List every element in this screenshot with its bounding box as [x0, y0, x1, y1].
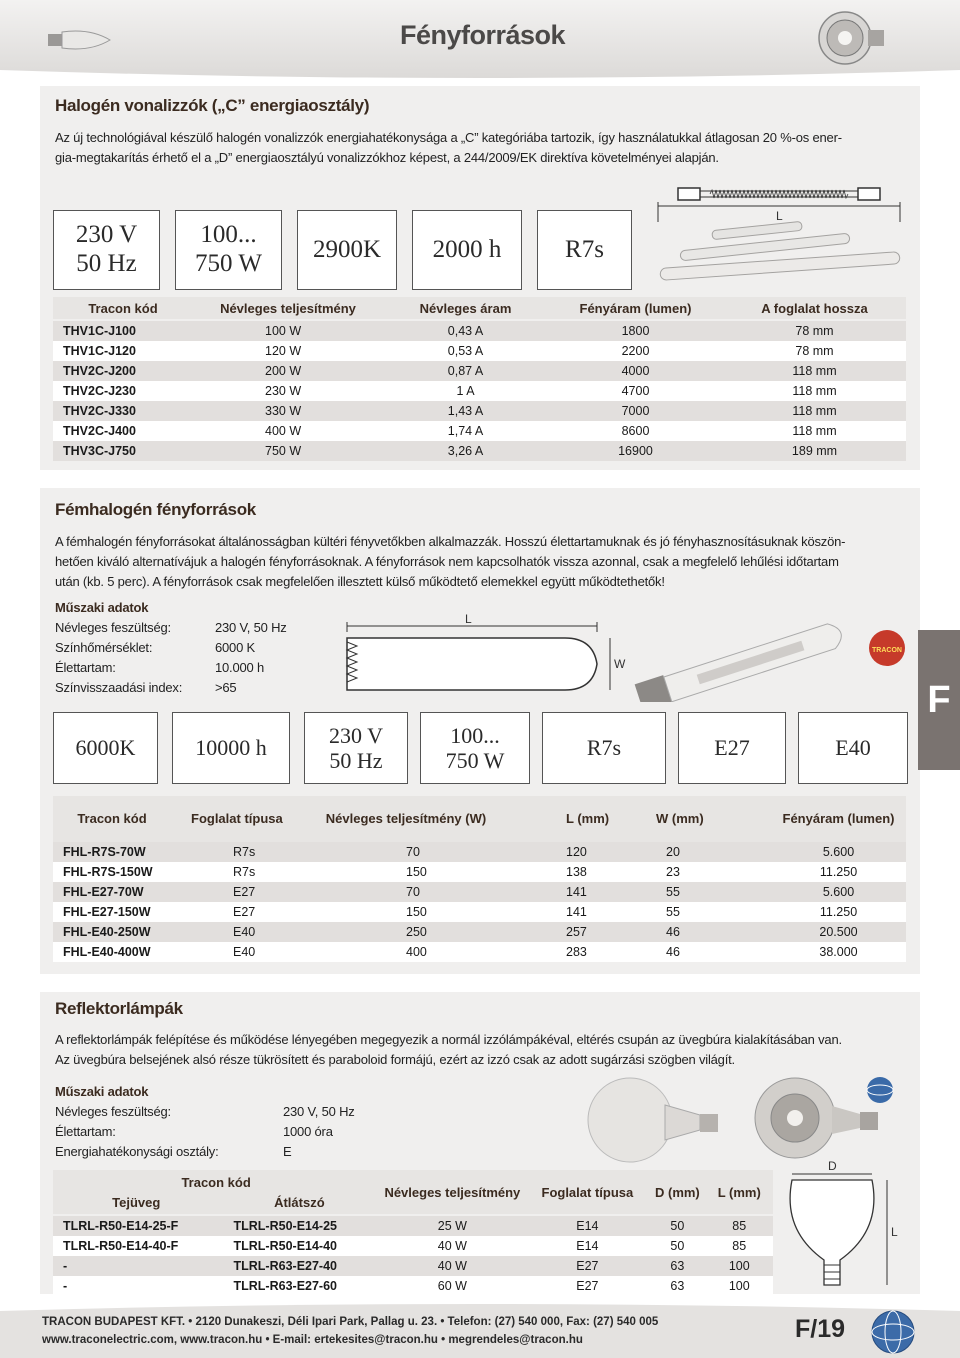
tracon-globe-logo: [867, 1077, 893, 1103]
table-row: [53, 882, 906, 902]
length-cell: 118 mm: [723, 361, 906, 381]
socket-cell: E27: [526, 1256, 650, 1276]
table-row: [53, 1216, 773, 1236]
product-code-cell: FHL-E27-150W: [53, 902, 171, 922]
reflector-table: [53, 1172, 773, 1296]
length-cell: 138: [496, 862, 646, 882]
tech-key: Névleges feszültség:: [55, 1104, 171, 1119]
product-code-cell: FHL-E27-70W: [53, 882, 171, 902]
reflector-text-line: A reflektorlámpák felépítése és működése lényegében megegyezik a normál izzólámpákéval, eltérés csupán az üvegbúra kialakításában van.: [55, 1032, 842, 1047]
reflector-dimension-drawing: [762, 1160, 912, 1300]
lumen-cell: 1800: [548, 321, 723, 341]
reflector-tech-data: [55, 1082, 385, 1162]
power-cell: 25 W: [379, 1216, 525, 1236]
table-header-row: [53, 1172, 773, 1192]
dim-label-w: W: [614, 657, 626, 671]
spec-lifetime-box: [172, 712, 290, 784]
clear-code-cell: TLRL-R63-E27-40: [220, 1256, 380, 1276]
tech-key: Élettartam:: [55, 660, 116, 675]
page-number: F/19: [795, 1315, 846, 1343]
column-header: Foglalat típusa: [541, 1184, 634, 1200]
halogen-title: Halogén vonalizzók („C” energiaosztály): [55, 96, 370, 115]
tech-value: 10.000 h: [215, 660, 265, 675]
globe-icon: [870, 1309, 916, 1355]
length-cell: 189 mm: [723, 441, 906, 461]
dim-label-l: L: [891, 1225, 898, 1239]
clear-code-cell: TLRL-R63-E27-60: [220, 1276, 380, 1296]
tech-data-title: Műszaki adatok: [55, 600, 149, 615]
halogen-tube-drawing: [650, 182, 910, 292]
column-header: Tejüveg: [112, 1194, 161, 1210]
current-cell: 1,74 A: [383, 421, 548, 441]
product-code-cell: THV2C-J230: [53, 381, 193, 401]
page-title: Fényforrások: [400, 20, 566, 50]
frosted-code-cell: TLRL-R50-E14-40-F: [53, 1236, 220, 1256]
dim-label-l: L: [776, 209, 783, 223]
power-cell: 250: [316, 922, 496, 942]
tech-row: [55, 1122, 385, 1142]
socket-cell: E27: [171, 902, 316, 922]
column-header: Névleges áram: [419, 300, 512, 316]
table-row: [53, 1236, 773, 1256]
width-cell: 23: [646, 862, 771, 882]
tech-key: Élettartam:: [55, 1124, 116, 1139]
lumen-cell: 2200: [548, 341, 723, 361]
column-header: Névleges teljesítmény (W): [325, 810, 487, 826]
column-header: W (mm): [656, 810, 704, 826]
d-cell: 50: [649, 1216, 705, 1236]
product-code-cell: FHL-R7S-150W: [53, 862, 171, 882]
current-cell: 1,43 A: [383, 401, 548, 421]
svg-text:TRACON: TRACON: [872, 647, 902, 654]
column-header: Tracon kód: [77, 810, 147, 826]
lumen-cell: 4000: [548, 361, 723, 381]
spec-line: 50 Hz: [329, 748, 383, 773]
column-header: Névleges teljesítmény: [384, 1184, 521, 1200]
width-cell: 55: [646, 902, 771, 922]
tech-row: [55, 658, 375, 678]
spec-line: 750 W: [195, 250, 262, 277]
current-cell: 3,26 A: [383, 441, 548, 461]
footer-address: TRACON BUDAPEST KFT. • 2120 Dunakeszi, Déli Ipari Park, Pallag u. 23. • Telefon: (27) 540 000, Fax: (27) 540 005: [42, 1316, 659, 1328]
table-row: [53, 862, 906, 882]
spec-line: 100...: [200, 221, 257, 249]
product-code-cell: THV2C-J330: [53, 401, 193, 421]
spec-line: 10000 h: [195, 735, 267, 761]
length-cell: 118 mm: [723, 381, 906, 401]
power-cell: 230 W: [193, 381, 383, 401]
halogen-text-line: gia-megtakarítás érhető el a „D” energiaosztályú vonalizzókhoz képest, a 244/2009/EK direktíva követelményei alapján.: [55, 150, 719, 165]
table-row: [53, 341, 906, 361]
column-header: D (mm): [654, 1184, 700, 1200]
column-header: Tracon kód: [88, 300, 158, 316]
metal-halide-lamp-drawing: [335, 612, 915, 702]
tech-value: 230 V, 50 Hz: [283, 1104, 355, 1119]
lumen-cell: 5.600: [771, 882, 906, 902]
spec-power-box: [175, 210, 282, 290]
metal-text-line: A fémhalogén fényforrásokat általánosságban kültéri fényvetőkben alkalmazzák. Hosszú élettartamuknak és jó fényhasznosításuknak köszön-: [55, 534, 846, 549]
power-cell: 400 W: [193, 421, 383, 441]
current-cell: 0,53 A: [383, 341, 548, 361]
table-row: [53, 421, 906, 441]
spec-line: 6000K: [75, 735, 136, 761]
d-cell: 63: [649, 1276, 705, 1296]
column-header: Fényáram (lumen): [579, 300, 692, 316]
tech-value: >65: [215, 680, 237, 695]
lumen-cell: 38.000: [771, 942, 906, 962]
current-cell: 0,43 A: [383, 321, 548, 341]
spec-line: 100...: [450, 722, 500, 748]
reflector-text-line: Az üvegbúra belsejének alsó része tükrösített és paraboloid formájú, ezért az izzó csak az adott sugárzási szögben világít.: [55, 1052, 735, 1067]
length-cell: 78 mm: [723, 341, 906, 361]
socket-cell: E14: [526, 1236, 650, 1256]
length-cell: 118 mm: [723, 401, 906, 421]
table-row: [53, 361, 906, 381]
spec-socket-e27-box: [678, 712, 786, 784]
current-cell: 0,87 A: [383, 361, 548, 381]
table-row: [53, 922, 906, 942]
power-cell: 120 W: [193, 341, 383, 361]
spec-voltage-box: [53, 210, 160, 290]
halogen-table: [53, 298, 906, 461]
d-cell: 63: [649, 1256, 705, 1276]
socket-cell: E27: [171, 882, 316, 902]
length-cell: 78 mm: [723, 321, 906, 341]
socket-cell: R7s: [171, 842, 316, 862]
product-code-cell: THV1C-J100: [53, 321, 193, 341]
spec-socket-box: [537, 210, 632, 290]
lumen-cell: 16900: [548, 441, 723, 461]
spec-color-temp-box: [297, 210, 397, 290]
tech-value: 1000 óra: [283, 1124, 333, 1139]
product-code-cell: THV3C-J750: [53, 441, 193, 461]
table-row: [53, 401, 906, 421]
spec-line: 230 V: [329, 722, 383, 748]
lumen-cell: 4700: [548, 381, 723, 401]
frosted-code-cell: TLRL-R50-E14-25-F: [53, 1216, 220, 1236]
length-cell: 120: [496, 842, 646, 862]
tech-value: 6000 K: [215, 640, 256, 655]
power-cell: 150: [316, 902, 496, 922]
table-row: [53, 1276, 773, 1296]
table-header-row: [53, 298, 906, 318]
clear-code-cell: TLRL-R50-E14-25: [220, 1216, 380, 1236]
spec-voltage-box: [304, 712, 408, 784]
l-cell: 100: [706, 1256, 774, 1276]
length-cell: 118 mm: [723, 421, 906, 441]
power-cell: 200 W: [193, 361, 383, 381]
product-code-cell: FHL-E40-250W: [53, 922, 171, 942]
spec-socket-r7s-box: [542, 712, 666, 784]
metal-text-line: után (kb. 5 perc). A fényforrások csak megfelelően illesztett külső működtető elemekkel együtt működtethetők!: [55, 574, 665, 589]
table-header-row: [53, 798, 906, 838]
power-cell: 60 W: [379, 1276, 525, 1296]
width-cell: 46: [646, 942, 771, 962]
product-code-cell: THV1C-J120: [53, 341, 193, 361]
spec-line: E40: [835, 735, 871, 761]
reflector-description: [55, 1030, 915, 1070]
footer-contacts: www.traconelectric.com, www.tracon.hu • E-mail: ertekesites@tracon.hu • megrendeles@tracon.hu: [42, 1334, 583, 1346]
power-cell: 70: [316, 842, 496, 862]
spec-line: R7s: [586, 735, 622, 761]
clear-reflector-lamp: [755, 1078, 878, 1158]
table-row: [53, 381, 906, 401]
column-header: L (mm): [717, 1184, 761, 1200]
tech-row: [55, 1102, 385, 1122]
socket-cell: E14: [526, 1216, 650, 1236]
tech-row: [55, 678, 375, 698]
spec-line: R7s: [565, 235, 604, 263]
table-row: [53, 321, 906, 341]
halogen-description: [55, 128, 915, 168]
table-row: [53, 1256, 773, 1276]
power-cell: 150: [316, 862, 496, 882]
table-row: [53, 902, 906, 922]
power-cell: 70: [316, 882, 496, 902]
power-cell: 750 W: [193, 441, 383, 461]
column-header: A foglalat hossza: [761, 300, 868, 316]
tech-key: Energiahatékonysági osztály:: [55, 1144, 219, 1159]
metal-halide-title: Fémhalogén fényforrások: [55, 500, 256, 519]
width-cell: 46: [646, 922, 771, 942]
product-code-cell: THV2C-J200: [53, 361, 193, 381]
spec-color-temp-box: [53, 712, 158, 784]
spec-lifetime-box: [412, 210, 522, 290]
clear-code-cell: TLRL-R50-E14-40: [220, 1236, 380, 1256]
product-code-cell: FHL-R7S-70W: [53, 842, 171, 862]
spec-line: 50 Hz: [76, 250, 137, 277]
lumen-cell: 5.600: [771, 842, 906, 862]
tracon-logo: [869, 630, 905, 666]
frosted-code-cell: -: [53, 1256, 220, 1276]
l-cell: 85: [706, 1236, 774, 1256]
tech-key: Névleges feszültség:: [55, 620, 171, 635]
spec-line: E27: [714, 735, 750, 761]
socket-cell: R7s: [171, 862, 316, 882]
column-header: Foglalat típusa: [191, 810, 283, 826]
tech-data-title: Műszaki adatok: [55, 1084, 149, 1099]
power-cell: 400: [316, 942, 496, 962]
lumen-cell: 20.500: [771, 922, 906, 942]
width-cell: 20: [646, 842, 771, 862]
metal-text-line: hetően kiváló alternatívájuk a halogén fényforrásoknak. A fényforrások nem kapcsolhatók vissza azonnal, csak a megfelelő lehűlési időtartam: [55, 554, 839, 569]
length-cell: 141: [496, 902, 646, 922]
tech-key: Színvisszaadási index:: [55, 680, 183, 695]
column-header: Átlátszó: [274, 1194, 325, 1210]
tech-row: [55, 638, 375, 658]
table-row: [53, 942, 906, 962]
frosted-code-cell: -: [53, 1276, 220, 1296]
power-cell: 40 W: [379, 1236, 525, 1256]
l-cell: 85: [706, 1216, 774, 1236]
header-bar: [0, 0, 960, 78]
width-cell: 55: [646, 882, 771, 902]
socket-cell: E40: [171, 922, 316, 942]
halogen-text-line: Az új technológiával készülő halogén vonalizzók energiahatékonysága a „C” kategóriába tartozik, így használatukkal átlagosan 20 %-os ener-: [55, 130, 842, 145]
d-cell: 50: [649, 1236, 705, 1256]
column-group-header: Tracon kód: [181, 1174, 251, 1190]
current-cell: 1 A: [383, 381, 548, 401]
spec-power-box: [420, 712, 530, 784]
power-cell: 40 W: [379, 1256, 525, 1276]
metal-halide-description: [55, 532, 915, 592]
dim-label-l: L: [465, 612, 472, 626]
lumen-cell: 7000: [548, 401, 723, 421]
dim-label-d: D: [828, 1160, 837, 1173]
power-cell: 330 W: [193, 401, 383, 421]
tech-value: 230 V, 50 Hz: [215, 620, 287, 635]
socket-cell: E27: [526, 1276, 650, 1296]
lumen-cell: 8600: [548, 421, 723, 441]
column-header: Névleges teljesítmény: [220, 300, 356, 316]
lumen-cell: 11.250: [771, 902, 906, 922]
tech-key: Színhőmérséklet:: [55, 640, 153, 655]
spec-line: 2900K: [312, 235, 382, 263]
frosted-reflector-lamp: [588, 1078, 718, 1162]
metal-tech-data: [55, 598, 375, 698]
metal-halide-table: [53, 798, 906, 962]
l-cell: 100: [706, 1276, 774, 1296]
column-header: L (mm): [566, 810, 610, 826]
section-tab-f: F: [918, 630, 960, 770]
spec-line: 230 V: [75, 221, 138, 249]
tech-row: [55, 1142, 385, 1162]
length-cell: 257: [496, 922, 646, 942]
lumen-cell: 11.250: [771, 862, 906, 882]
power-cell: 100 W: [193, 321, 383, 341]
tech-value: E: [283, 1144, 292, 1159]
length-cell: 141: [496, 882, 646, 902]
tech-row: [55, 618, 375, 638]
length-cell: 283: [496, 942, 646, 962]
reflector-title: Reflektorlámpák: [55, 999, 183, 1018]
spec-line: 750 W: [445, 748, 505, 773]
spec-line: 2000 h: [432, 235, 502, 263]
table-row: [53, 842, 906, 862]
product-code-cell: THV2C-J400: [53, 421, 193, 441]
product-code-cell: FHL-E40-400W: [53, 942, 171, 962]
footer: [0, 1303, 960, 1358]
spec-socket-e40-box: [798, 712, 908, 784]
socket-cell: E40: [171, 942, 316, 962]
table-row: [53, 441, 906, 461]
column-header: Fényáram (lumen): [782, 810, 895, 826]
